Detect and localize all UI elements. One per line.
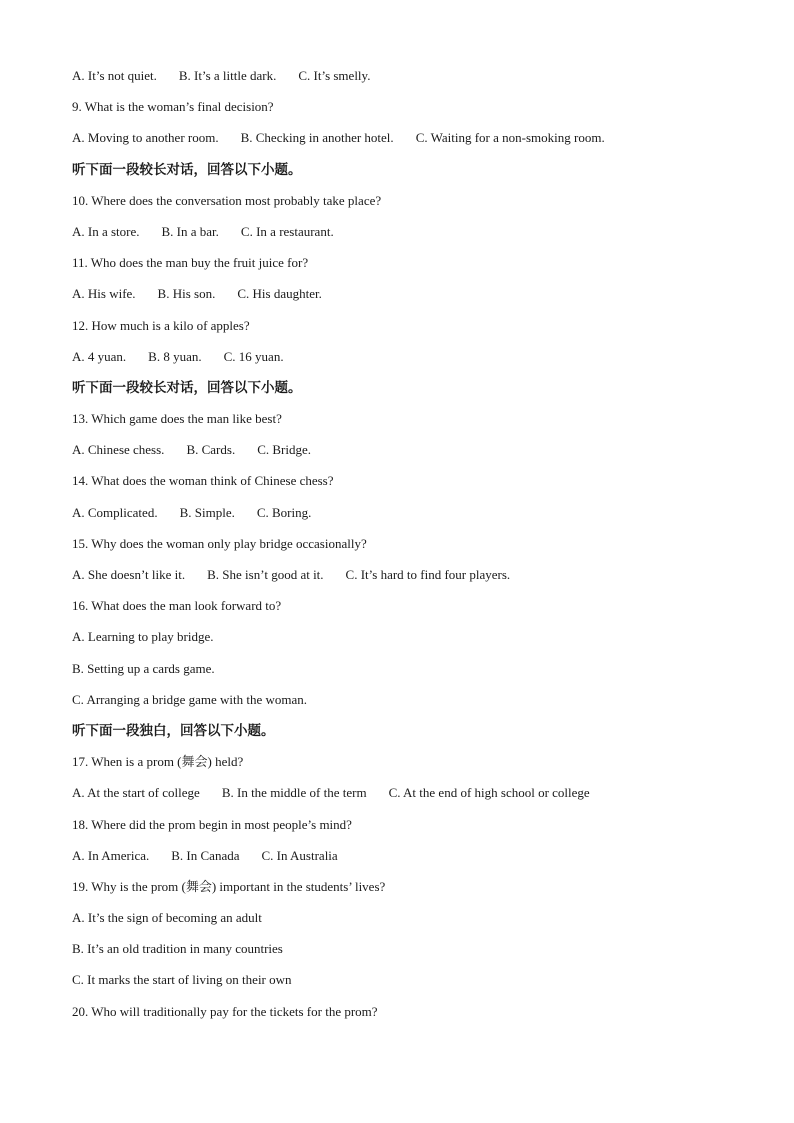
- question-text: 14. What does the woman think of Chinese chess?: [72, 473, 334, 489]
- answer-options-row: [72, 779, 762, 810]
- question-text: 9. What is the woman’s final decision?: [72, 99, 274, 115]
- question-text: 10. Where does the conversation most probably take place?: [72, 192, 382, 208]
- answer-option: C. Arranging a bridge game with the woman.: [72, 691, 308, 707]
- answer-option: B. His son.: [157, 286, 216, 302]
- question-text: 13. Which game does the man like best?: [72, 411, 282, 427]
- answer-option: B. Simple.: [179, 504, 235, 520]
- answer-option: C. 16 yuan.: [223, 348, 284, 364]
- answer-option: C. Bridge.: [257, 442, 311, 458]
- answer-options-row: [72, 842, 762, 873]
- question-text: 11. Who does the man buy the fruit juice for?: [72, 255, 309, 271]
- answer-option: A. 4 yuan.: [72, 348, 127, 364]
- answer-option: B. Cards.: [186, 442, 236, 458]
- answer-option: C. In a restaurant.: [240, 223, 334, 239]
- answer-option: A. His wife.: [72, 286, 136, 302]
- section-heading: 听下面一段较长对话，回答以下小题。: [72, 379, 302, 396]
- question-text: 17. When is a prom (舞会) held?: [72, 754, 244, 770]
- answer-option: C. Boring.: [256, 504, 312, 520]
- answer-option: B. In Canada: [171, 847, 240, 863]
- answer-option: A. It’s not quiet.: [72, 68, 157, 83]
- answer-option: C. At the end of high school or college: [388, 785, 590, 801]
- answer-options-row: [72, 62, 762, 93]
- answer-option: A. She doesn’t like it.: [72, 567, 186, 582]
- answer-options-row: [72, 499, 762, 530]
- question-text: 19. Why is the prom (舞会) important in the students’ lives?: [72, 878, 386, 894]
- answer-options-row: [72, 561, 762, 592]
- answer-options-row: [72, 280, 762, 311]
- answer-option: B. Checking in another hotel.: [240, 130, 394, 146]
- answer-option: A. Moving to another room.: [72, 130, 219, 146]
- answer-option: A. Chinese chess.: [72, 442, 165, 458]
- question-text: 12. How much is a kilo of apples?: [72, 317, 250, 333]
- question-text: 18. Where did the prom begin in most people’s mind?: [72, 816, 352, 832]
- answer-option: A. Learning to play bridge.: [72, 629, 214, 645]
- answer-option: A. Complicated.: [72, 504, 158, 520]
- question-text: 16. What does the man look forward to?: [72, 598, 282, 614]
- answer-option: B. Setting up a cards game.: [72, 660, 215, 676]
- answer-option: B. It’s a little dark.: [178, 68, 277, 83]
- answer-option: B. 8 yuan.: [148, 348, 202, 364]
- answer-option: C. In Australia: [261, 847, 338, 863]
- answer-option: C. Waiting for a non-smoking room.: [415, 130, 605, 146]
- answer-option: A. It’s the sign of becoming an adult: [72, 910, 262, 926]
- answer-option: C. It’s hard to find four players.: [345, 567, 511, 582]
- question-text: 15. Why does the woman only play bridge occasionally?: [72, 535, 367, 551]
- answer-options-row: [72, 436, 762, 467]
- section-heading: 听下面一段独白，回答以下小题。: [72, 722, 275, 739]
- answer-option: C. It marks the start of living on their own: [72, 972, 292, 988]
- exam-page: [72, 62, 762, 1029]
- answer-option: B. It’s an old tradition in many countries: [72, 941, 283, 957]
- answer-options-row: [72, 218, 762, 249]
- answer-option: C. His daughter.: [237, 286, 322, 302]
- answer-option: B. In a bar.: [161, 223, 219, 239]
- answer-option: A. In America.: [72, 847, 150, 863]
- answer-option: C. It’s smelly.: [298, 68, 371, 83]
- answer-option: A. At the start of college: [72, 785, 200, 801]
- answer-options-row: [72, 343, 762, 374]
- question-text: 20. Who will traditionally pay for the tickets for the prom?: [72, 1003, 378, 1019]
- answer-options-row: [72, 124, 762, 155]
- answer-option: B. In the middle of the term: [221, 785, 367, 801]
- section-heading: 听下面一段较长对话，回答以下小题。: [72, 161, 302, 178]
- answer-option: B. She isn’t good at it.: [207, 567, 324, 582]
- answer-option: A. In a store.: [72, 223, 140, 239]
